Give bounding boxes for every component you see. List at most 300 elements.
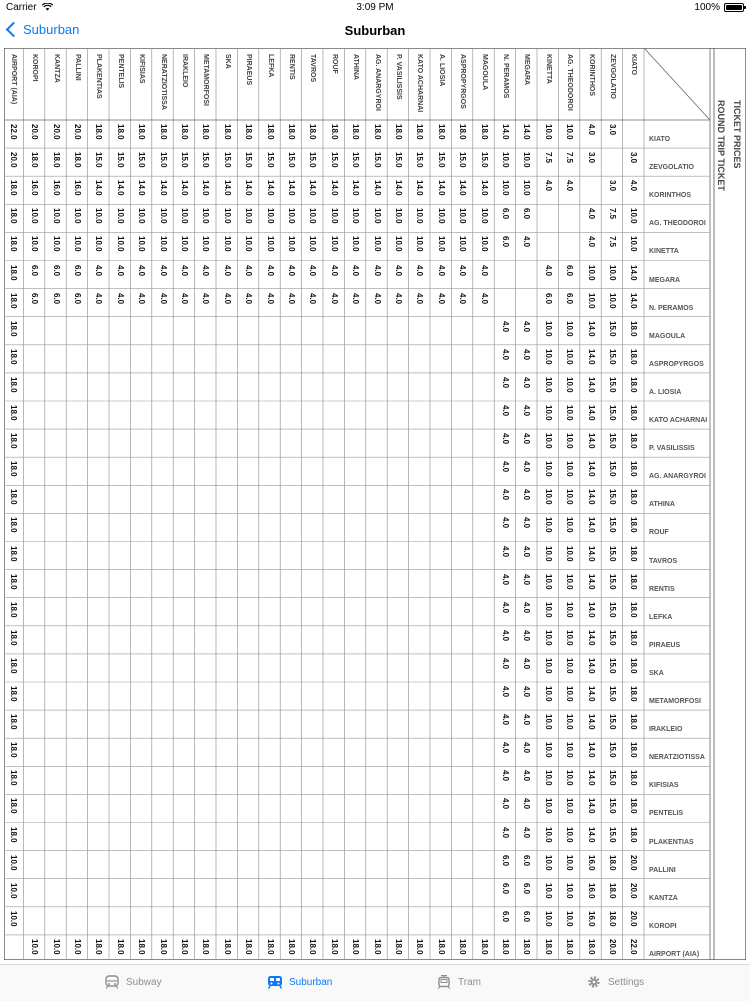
price-cell: 14.0 <box>244 180 254 196</box>
price-cell: 15.0 <box>607 461 617 477</box>
column-label: AG. ANARGYROI <box>373 54 381 111</box>
price-cell: 4.0 <box>500 433 510 445</box>
price-cell: 4.0 <box>522 405 532 417</box>
price-cell: 14.0 <box>372 180 382 196</box>
row-label: ZEVGOLATIO <box>649 164 694 172</box>
price-cell: 10.0 <box>479 208 489 224</box>
price-cell: 4.0 <box>543 264 553 276</box>
price-cell: 18.0 <box>415 124 425 140</box>
price-cell: 18.0 <box>244 938 254 955</box>
price-cell: 4.0 <box>222 264 232 276</box>
fare-table[interactable] <box>4 48 746 960</box>
price-cell: 18.0 <box>8 320 18 337</box>
price-cell: 4.0 <box>500 489 510 501</box>
price-cell: 18.0 <box>8 376 18 393</box>
price-cell: 4.0 <box>158 264 168 276</box>
price-cell: 10.0 <box>479 236 489 252</box>
price-cell: 10.0 <box>115 236 125 252</box>
price-cell: 10.0 <box>565 686 575 702</box>
price-cell: 18.0 <box>8 714 18 730</box>
price-cell: 20.0 <box>629 910 639 927</box>
price-cell: 4.0 <box>500 601 510 613</box>
price-cell: 18.0 <box>94 938 104 955</box>
row-label: KIFISIAS <box>649 782 679 790</box>
price-cell: 10.0 <box>201 208 211 224</box>
price-cell: 4.0 <box>522 545 532 557</box>
tab-tram[interactable] <box>436 975 481 989</box>
price-cell: 10.0 <box>565 517 575 533</box>
price-cell: 18.0 <box>94 124 104 140</box>
status-bar <box>0 0 750 16</box>
price-cell: 20.0 <box>629 854 639 871</box>
price-cell: 6.0 <box>72 292 82 304</box>
price-cell: 10.0 <box>543 405 553 421</box>
price-cell: 18.0 <box>137 124 147 140</box>
price-cell: 7.5 <box>565 152 575 164</box>
price-cell: 4.0 <box>500 348 510 360</box>
price-cell: 10.0 <box>222 208 232 224</box>
row-label: KORINTHOS <box>649 192 691 200</box>
price-cell: 18.0 <box>629 433 639 449</box>
price-cell: 10.0 <box>372 208 382 224</box>
price-cell: 18.0 <box>629 489 639 505</box>
price-cell: 15.0 <box>607 545 617 562</box>
row-label: PALLINI <box>649 866 676 874</box>
price-cell: 10.0 <box>415 208 425 224</box>
price-cell: 14.0 <box>286 180 296 196</box>
price-cell: 15.0 <box>607 433 617 449</box>
price-cell: 10.0 <box>565 714 575 730</box>
tab-settings[interactable] <box>586 975 644 989</box>
price-cell: 10.0 <box>436 208 446 224</box>
price-cell: 18.0 <box>8 461 18 477</box>
price-cell: 10.0 <box>51 938 61 955</box>
price-cell: 4.0 <box>286 292 296 304</box>
price-cell: 4.0 <box>522 770 532 782</box>
price-cell: 14.0 <box>586 517 596 533</box>
price-cell: 4.0 <box>522 517 532 529</box>
price-cell: 18.0 <box>629 629 639 646</box>
price-cell: 15.0 <box>179 152 189 168</box>
price-cell: 6.0 <box>30 292 40 304</box>
price-cell: 15.0 <box>607 770 617 786</box>
price-cell: 4.0 <box>586 236 596 248</box>
price-cell: 14.0 <box>137 180 147 196</box>
row-label: AG. ANARGYROI <box>649 473 706 481</box>
price-cell: 10.0 <box>565 545 575 562</box>
price-cell: 10.0 <box>565 910 575 927</box>
price-cell: 10.0 <box>458 208 468 224</box>
price-cell: 4.0 <box>500 798 510 810</box>
price-cell: 18.0 <box>8 208 18 224</box>
price-cell: 14.0 <box>586 657 596 674</box>
row-label: P. VASILISSIS <box>649 445 695 453</box>
price-cell: 4.0 <box>522 657 532 670</box>
price-cell: 4.0 <box>137 292 147 304</box>
price-cell: 4.0 <box>522 629 532 641</box>
price-cell: 18.0 <box>8 236 18 252</box>
price-cell: 4.0 <box>94 264 104 276</box>
price-cell: 10.0 <box>565 405 575 421</box>
price-cell: 18.0 <box>8 826 18 843</box>
price-cell: 14.0 <box>586 433 596 449</box>
price-cell: 10.0 <box>543 573 553 590</box>
price-cell: 10.0 <box>329 236 339 252</box>
price-cell: 18.0 <box>629 461 639 477</box>
price-cell: 14.0 <box>436 180 446 196</box>
price-cell: 4.0 <box>308 292 318 304</box>
price-cell: 10.0 <box>565 461 575 477</box>
price-cell: 18.0 <box>8 405 18 421</box>
price-cell: 4.0 <box>351 264 361 276</box>
price-cell: 15.0 <box>115 152 125 168</box>
price-cell: 14.0 <box>586 461 596 477</box>
price-cell: 10.0 <box>286 208 296 224</box>
price-cell: 18.0 <box>479 124 489 140</box>
price-cell: 10.0 <box>629 208 639 224</box>
row-label: METAMORFOSI <box>649 698 701 705</box>
price-cell: 10.0 <box>543 854 553 871</box>
price-cell: 4.0 <box>522 236 532 248</box>
price-cell: 15.0 <box>607 742 617 758</box>
price-cell: 18.0 <box>629 545 639 562</box>
price-cell: 6.0 <box>51 292 61 304</box>
price-cell: 18.0 <box>8 742 18 758</box>
row-label: SKA <box>649 669 664 677</box>
row-label: PENTELIS <box>649 810 684 818</box>
price-cell: 4.0 <box>393 292 403 304</box>
price-cell: 18.0 <box>286 938 296 955</box>
row-label: A. LIOSIA <box>649 388 682 396</box>
price-cell: 18.0 <box>629 686 639 702</box>
price-cell: 20.0 <box>629 882 639 899</box>
price-cell: 6.0 <box>51 264 61 276</box>
column-label: KIATO <box>630 54 638 76</box>
tab-subway-label: Subway <box>126 976 162 988</box>
tab-bar <box>0 964 750 1001</box>
price-cell: 7.5 <box>607 236 617 248</box>
column-label: ZEVGOLATIO <box>608 54 616 99</box>
price-cell: 10.0 <box>372 236 382 252</box>
price-cell: 10.0 <box>543 714 553 730</box>
price-cell: 18.0 <box>115 124 125 140</box>
price-cell: 4.0 <box>179 292 189 304</box>
price-cell: 18.0 <box>8 686 18 702</box>
price-cell: 10.0 <box>629 236 639 252</box>
row-label: N. PERAMOS <box>649 304 694 312</box>
column-label: KANTZA <box>52 54 60 83</box>
price-cell: 10.0 <box>137 236 147 252</box>
tab-suburban-label: Suburban <box>289 976 333 988</box>
column-label: AG. THEODOROI <box>566 54 574 111</box>
price-cell: 10.0 <box>543 348 553 365</box>
price-cell: 4.0 <box>244 292 254 304</box>
price-cell: 4.0 <box>308 264 318 276</box>
column-label: ASPROPYRGOS <box>459 54 467 109</box>
price-cell: 14.0 <box>586 601 596 618</box>
price-cell: 10.0 <box>8 910 18 927</box>
price-cell: 4.0 <box>522 461 532 473</box>
price-cell: 18.0 <box>436 938 446 955</box>
price-cell: 10.0 <box>158 208 168 224</box>
price-cell: 10.0 <box>565 657 575 674</box>
price-cell: 14.0 <box>586 770 596 786</box>
tab-suburban[interactable] <box>267 975 332 989</box>
price-cell: 4.0 <box>522 686 532 698</box>
price-cell: 14.0 <box>586 376 596 393</box>
row-label: AIRPORT (AIA) <box>649 950 700 958</box>
price-cell: 10.0 <box>244 236 254 252</box>
price-cell: 10.0 <box>543 376 553 393</box>
price-cell: 10.0 <box>522 180 532 196</box>
price-cell: 10.0 <box>543 601 553 618</box>
price-cell: 18.0 <box>115 938 125 955</box>
price-cell: 18.0 <box>629 376 639 393</box>
row-label: KINETTA <box>649 248 679 256</box>
tram-icon <box>436 975 452 989</box>
tab-subway[interactable] <box>104 975 162 989</box>
price-cell: 18.0 <box>8 433 18 449</box>
price-cell: 10.0 <box>244 208 254 224</box>
price-cell: 18.0 <box>8 657 18 674</box>
price-cell: 4.0 <box>351 292 361 304</box>
column-label: PLAKENTIAS <box>95 54 103 99</box>
column-label: RENTIS <box>287 54 295 80</box>
price-cell: 7.5 <box>607 208 617 220</box>
column-label: KORINTHOS <box>587 54 595 96</box>
price-cell: 4.0 <box>329 292 339 304</box>
battery-status <box>694 2 744 13</box>
price-cell: 10.0 <box>500 152 510 168</box>
row-label: AG. THEODOROI <box>649 220 706 228</box>
price-cell: 4.0 <box>565 180 575 192</box>
price-cell: 3.0 <box>629 152 639 164</box>
price-cell: 10.0 <box>158 236 168 252</box>
price-cell: 10.0 <box>522 152 532 168</box>
price-cell: 4.0 <box>500 517 510 529</box>
price-cell: 4.0 <box>479 264 489 276</box>
price-cell: 6.0 <box>565 264 575 276</box>
price-cell: 18.0 <box>201 124 211 140</box>
price-cell: 10.0 <box>543 320 553 337</box>
price-cell: 15.0 <box>479 152 489 168</box>
price-cell: 4.0 <box>500 686 510 698</box>
price-cell: 4.0 <box>415 292 425 304</box>
price-cell: 18.0 <box>436 124 446 140</box>
price-cell: 18.0 <box>458 124 468 140</box>
price-cell: 4.0 <box>500 573 510 585</box>
price-cell: 16.0 <box>586 854 596 871</box>
price-cell: 18.0 <box>244 124 254 140</box>
price-cell: 4.0 <box>179 264 189 276</box>
column-label: KATO ACHARNAI <box>416 54 424 113</box>
price-cell: 18.0 <box>8 629 18 646</box>
price-cell: 15.0 <box>607 320 617 337</box>
row-label: KATO ACHARNAI <box>649 417 708 424</box>
price-cell: 15.0 <box>607 629 617 646</box>
price-cell: 18.0 <box>479 938 489 955</box>
price-cell: 18.0 <box>179 124 189 140</box>
row-label: TAVROS <box>649 557 678 565</box>
price-cell: 14.0 <box>586 742 596 758</box>
price-cell: 10.0 <box>51 208 61 224</box>
price-cell: 18.0 <box>137 938 147 955</box>
price-cell: 10.0 <box>72 208 82 224</box>
grid-line <box>644 48 710 120</box>
price-cell: 18.0 <box>629 657 639 674</box>
price-cell: 18.0 <box>158 124 168 140</box>
price-cell: 4.0 <box>458 292 468 304</box>
price-cell: 4.0 <box>115 292 125 304</box>
price-cell: 14.0 <box>586 489 596 505</box>
price-cell: 14.0 <box>458 180 468 196</box>
column-label: ATHINA <box>352 54 360 80</box>
price-cell: 14.0 <box>586 798 596 814</box>
price-cell: 10.0 <box>565 882 575 899</box>
price-cell: 14.0 <box>265 180 275 196</box>
price-cell: 10.0 <box>8 854 18 871</box>
price-cell: 10.0 <box>308 208 318 224</box>
price-cell: 18.0 <box>30 152 40 168</box>
price-cell: 18.0 <box>629 320 639 337</box>
price-cell: 4.0 <box>500 657 510 670</box>
price-cell: 4.0 <box>586 208 596 220</box>
price-cell: 10.0 <box>565 798 575 814</box>
price-cell: 10.0 <box>543 826 553 843</box>
price-cell: 4.0 <box>458 264 468 276</box>
price-cell: 4.0 <box>500 742 510 754</box>
price-cell: 14.0 <box>586 405 596 421</box>
price-cell: 6.0 <box>522 910 532 922</box>
price-cell: 14.0 <box>393 180 403 196</box>
price-cell: 10.0 <box>415 236 425 252</box>
row-label: KANTZA <box>649 894 678 902</box>
price-cell: 10.0 <box>94 208 104 224</box>
row-label: LEFKA <box>649 613 673 621</box>
price-cell: 10.0 <box>586 264 596 281</box>
price-cell: 4.0 <box>500 770 510 782</box>
price-cell: 10.0 <box>543 882 553 899</box>
price-cell: 3.0 <box>607 124 617 136</box>
price-cell: 14.0 <box>586 629 596 646</box>
price-cell: 4.0 <box>479 292 489 304</box>
price-cell: 10.0 <box>543 517 553 533</box>
price-cell: 15.0 <box>436 152 446 168</box>
price-cell: 16.0 <box>586 910 596 927</box>
price-cell: 18.0 <box>629 770 639 786</box>
price-cell: 15.0 <box>607 348 617 365</box>
price-cell: 4.0 <box>244 264 254 276</box>
page-title: Suburban <box>344 23 406 38</box>
price-cell: 10.0 <box>565 489 575 505</box>
column-label: ROUF <box>330 54 338 74</box>
price-cell: 10.0 <box>565 742 575 758</box>
price-cell: 18.0 <box>265 124 275 140</box>
price-cell: 18.0 <box>393 124 403 140</box>
price-cell: 20.0 <box>8 152 18 168</box>
price-cell: 20.0 <box>607 938 617 955</box>
column-label: MAGOULA <box>480 54 488 91</box>
row-label: PIRAEUS <box>649 641 681 649</box>
price-cell: 15.0 <box>94 152 104 168</box>
price-cell: 14.0 <box>586 826 596 843</box>
price-cell: 4.0 <box>158 292 168 304</box>
price-cell: 4.0 <box>500 461 510 473</box>
price-cell: 14.0 <box>179 180 189 196</box>
price-cell: 10.0 <box>201 236 211 252</box>
price-cell: 18.0 <box>629 601 639 618</box>
price-cell: 18.0 <box>8 770 18 786</box>
row-label: PLAKENTIAS <box>649 838 694 846</box>
price-cell: 10.0 <box>543 798 553 814</box>
price-cell: 4.0 <box>522 826 532 838</box>
price-cell: 10.0 <box>458 236 468 252</box>
price-cell: 14.0 <box>586 348 596 365</box>
price-cell: 4.0 <box>137 264 147 276</box>
price-cell: 18.0 <box>565 938 575 955</box>
price-cell: 4.0 <box>500 405 510 417</box>
price-cell: 18.0 <box>265 938 275 955</box>
price-cell: 18.0 <box>286 124 296 140</box>
column-label: SKA <box>223 54 231 69</box>
table-header-title: TICKET PRICES <box>732 100 742 169</box>
price-cell: 15.0 <box>265 152 275 168</box>
price-cell: 10.0 <box>543 124 553 140</box>
price-cell: 15.0 <box>607 517 617 533</box>
price-cell: 4.0 <box>522 320 532 332</box>
price-cell: 14.0 <box>479 180 489 196</box>
column-label: TAVROS <box>309 54 317 83</box>
price-cell: 15.0 <box>458 152 468 168</box>
price-cell: 4.0 <box>415 264 425 276</box>
price-cell: 18.0 <box>629 573 639 590</box>
price-cell: 20.0 <box>72 124 82 140</box>
price-cell: 14.0 <box>415 180 425 196</box>
price-cell: 14.0 <box>158 180 168 196</box>
price-cell: 18.0 <box>201 938 211 955</box>
price-cell: 4.0 <box>265 264 275 276</box>
price-cell: 4.0 <box>522 348 532 360</box>
column-label: METAMORFOSI <box>202 54 210 106</box>
price-cell: 4.0 <box>436 292 446 304</box>
price-cell: 18.0 <box>8 180 18 196</box>
price-cell: 10.0 <box>565 348 575 365</box>
row-label: ASPROPYRGOS <box>649 360 704 368</box>
price-cell: 10.0 <box>565 601 575 618</box>
battery-percent: 100% <box>694 2 720 13</box>
price-cell: 14.0 <box>629 292 639 309</box>
column-label: A. LIOSIA <box>437 54 445 87</box>
price-cell: 15.0 <box>222 152 232 168</box>
price-cell: 15.0 <box>393 152 403 168</box>
price-cell: 4.0 <box>500 376 510 389</box>
price-cell: 10.0 <box>543 545 553 562</box>
price-cell: 18.0 <box>329 124 339 140</box>
row-label: RENTIS <box>649 585 675 593</box>
price-cell: 16.0 <box>51 180 61 196</box>
price-cell: 14.0 <box>222 180 232 196</box>
price-cell: 18.0 <box>629 517 639 533</box>
price-cell: 22.0 <box>8 124 18 140</box>
clock: 3:09 PM <box>356 2 394 13</box>
price-cell: 14.0 <box>308 180 318 196</box>
price-cell: 10.0 <box>586 292 596 309</box>
price-cell: 10.0 <box>543 770 553 786</box>
price-cell: 15.0 <box>329 152 339 168</box>
column-label: MEGARA <box>523 54 531 86</box>
price-cell: 18.0 <box>607 882 617 899</box>
price-cell: 18.0 <box>629 714 639 730</box>
